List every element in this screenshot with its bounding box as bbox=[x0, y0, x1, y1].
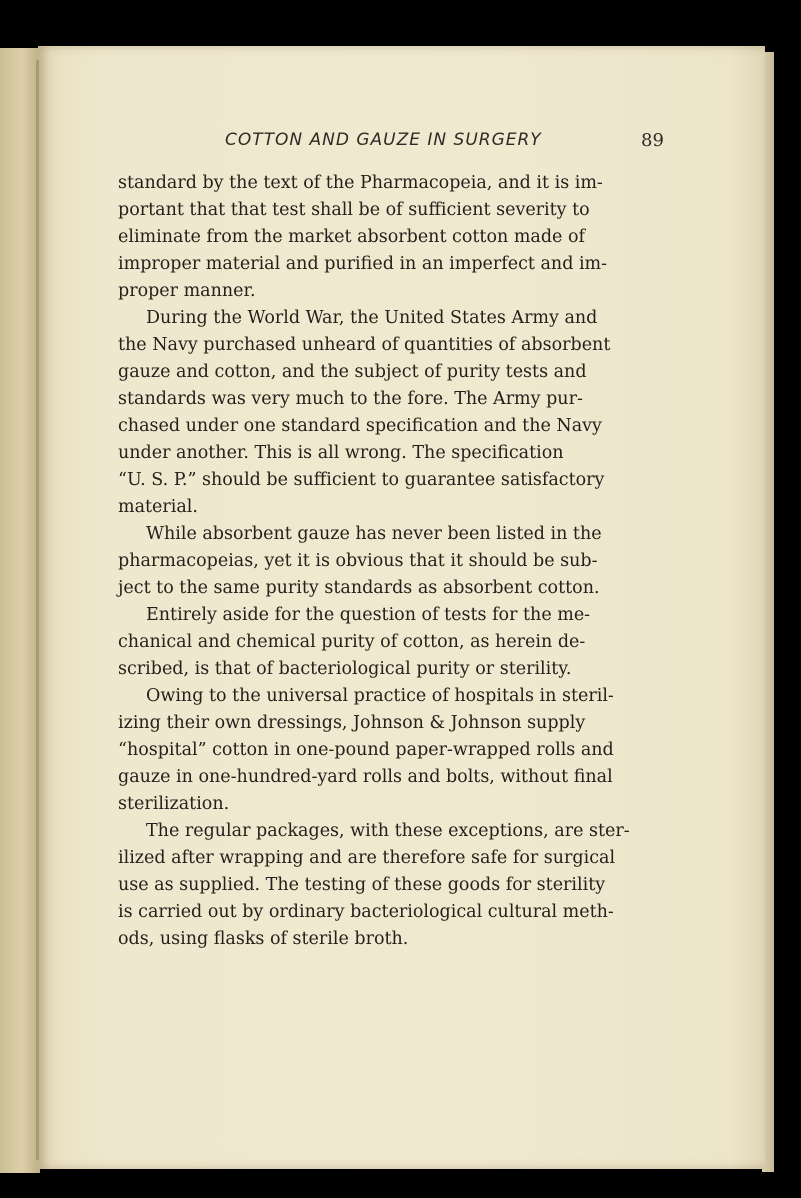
text-line: sterilization. bbox=[118, 794, 230, 814]
text-line: ods, using flasks of sterile broth. bbox=[118, 929, 409, 949]
text-line: standard by the text of the Pharmacopeia, and it is im- bbox=[118, 173, 603, 193]
text-line: is carried out by ordinary bacteriological cultural meth- bbox=[118, 902, 614, 922]
text-line: scribed, is that of bacteriological purity or sterility. bbox=[118, 659, 572, 679]
text-line: izing their own dressings, Johnson & Johnson supply bbox=[118, 713, 586, 733]
text-line: standards was very much to the fore. The Army pur- bbox=[118, 389, 583, 409]
text-line: gauze in one-hundred-yard rolls and bolts, without final bbox=[118, 767, 613, 787]
gutter-shadow bbox=[36, 60, 39, 1160]
text-line: The regular packages, with these exceptions, are ster- bbox=[146, 821, 630, 841]
text-line: material. bbox=[118, 497, 198, 517]
text-line: Owing to the universal practice of hospitals in steril- bbox=[146, 686, 614, 706]
text-line: pharmacopeias, yet it is obvious that it should be sub- bbox=[118, 551, 598, 571]
text-line: improper material and purified in an imperfect and im- bbox=[118, 254, 608, 274]
text-line: portant that that test shall be of sufficient severity to bbox=[118, 200, 590, 220]
text-line: “U. S. P.” should be sufficient to guarantee satisfactory bbox=[118, 470, 605, 490]
text-line: While absorbent gauze has never been listed in the bbox=[146, 524, 602, 544]
text-line: ilized after wrapping and are therefore safe for surgical bbox=[118, 848, 616, 868]
text-line: eliminate from the market absorbent cotton made of bbox=[118, 227, 585, 247]
text-line: “hospital” cotton in one-pound paper-wrapped rolls and bbox=[118, 740, 614, 760]
page-number: 89 bbox=[641, 130, 664, 151]
body-text bbox=[118, 170, 672, 953]
text-line: use as supplied. The testing of these goods for sterility bbox=[118, 875, 606, 895]
text-line: chased under one standard specification and the Navy bbox=[118, 416, 602, 436]
text-line: proper manner. bbox=[118, 281, 256, 301]
text-line: gauze and cotton, and the subject of purity tests and bbox=[118, 362, 587, 382]
text-line: chanical and chemical purity of cotton, as herein de- bbox=[118, 632, 586, 652]
text-line: under another. This is all wrong. The specification bbox=[118, 443, 564, 463]
running-head: COTTON AND GAUZE IN SURGERY bbox=[225, 130, 542, 150]
text-line: Entirely aside for the question of tests for the me- bbox=[146, 605, 591, 625]
text-line: the Navy purchased unheard of quantities of absorbent bbox=[118, 335, 611, 355]
text-line: ject to the same purity standards as absorbent cotton. bbox=[118, 578, 600, 598]
text-line: During the World War, the United States Army and bbox=[146, 308, 598, 328]
left-page-stack bbox=[0, 48, 40, 1173]
